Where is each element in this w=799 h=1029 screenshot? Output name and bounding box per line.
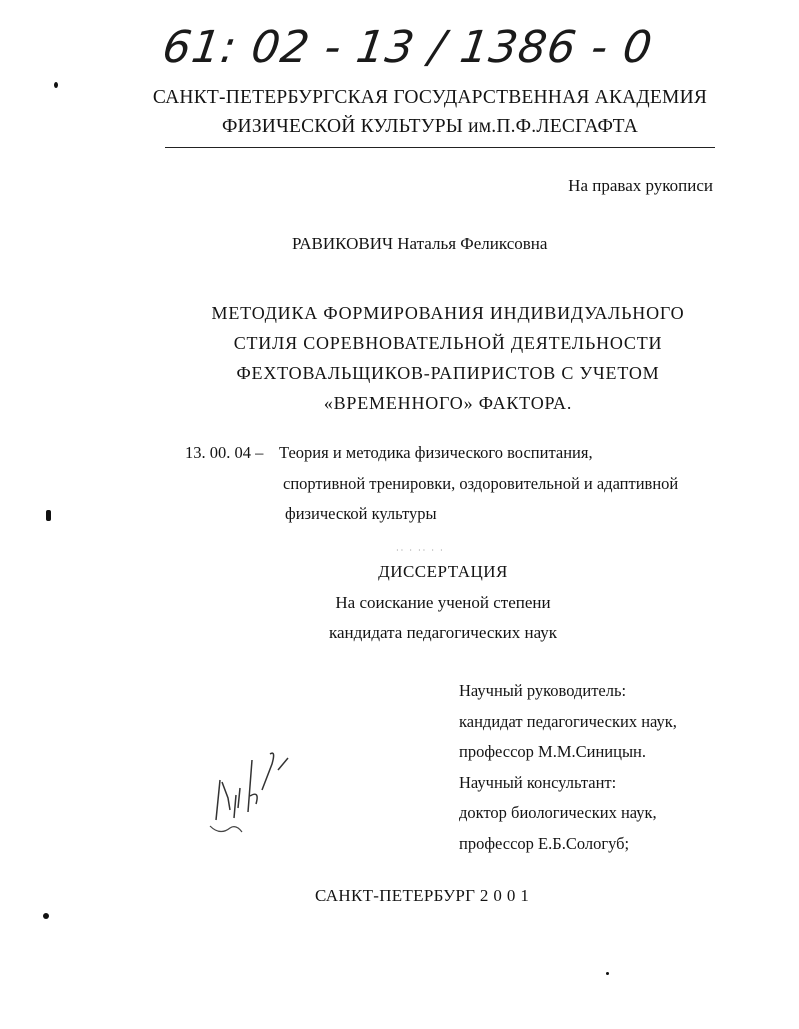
scan-speck (606, 972, 609, 975)
specialty-code: 13. 00. 04 – (185, 443, 264, 462)
handwritten-signature (200, 740, 300, 840)
year: 2001 (479, 886, 534, 905)
specialty-line-3: физической культуры (285, 504, 437, 523)
dissertation-heading: ДИССЕРТАЦИЯ (378, 562, 508, 581)
title-line-2: СТИЛЯ СОРЕВНОВАТЕЛЬНОЙ ДЕЯТЕЛЬНОСТИ (233, 333, 663, 353)
title-line-3: ФЕХТОВАЛЬЩИКОВ-РАПИРИСТОВ С УЧЕТОМ (236, 363, 660, 383)
scan-speck (46, 510, 51, 521)
catalog-mark-handwritten: 61: 02 - 13 / 1386 - 0 (159, 22, 656, 73)
scan-speck (43, 913, 49, 919)
institution-line-2: ФИЗИЧЕСКОЙ КУЛЬТУРЫ им.П.Ф.ЛЕСГАФТА (221, 116, 639, 137)
consultant-name: профессор Е.Б.Сологуб; (459, 834, 630, 853)
supervisor-heading: Научный руководитель: (459, 681, 627, 700)
specialty-line-2: спортивной тренировки, оздоровительной и адаптивной (283, 474, 679, 493)
dissertation-line-2: кандидата педагогических наук (328, 623, 558, 642)
city-year (315, 886, 534, 906)
specialty-line-1: Теория и методика физического воспитания, (279, 443, 593, 462)
supervisor-name: профессор М.М.Синицын. (459, 742, 646, 761)
manuscript-note: На правах рукописи (568, 176, 713, 195)
city: САНКТ-ПЕТЕРБУРГ (315, 886, 476, 905)
supervisor-degree: кандидат педагогических наук, (459, 712, 677, 731)
faint-stamp-noise: ·· · ·· · · (396, 546, 445, 555)
title-line-4: «ВРЕМЕННОГО» ФАКТОРА. (323, 393, 573, 413)
scan-speck (54, 82, 58, 88)
dissertation-line-1: На соискание ученой степени (335, 593, 551, 612)
consultant-heading: Научный консультант: (459, 773, 617, 792)
header-divider (165, 147, 715, 148)
institution-line-1: САНКТ-ПЕТЕРБУРГСКАЯ ГОСУДАРСТВЕННАЯ АКАДЕМИЯ (152, 87, 708, 108)
title-line-1: МЕТОДИКА ФОРМИРОВАНИЯ ИНДИВИДУАЛЬНОГО (211, 303, 685, 323)
author-name: РАВИКОВИЧ Наталья Феликсовна (292, 234, 548, 253)
consultant-degree: доктор биологических наук, (459, 803, 657, 822)
